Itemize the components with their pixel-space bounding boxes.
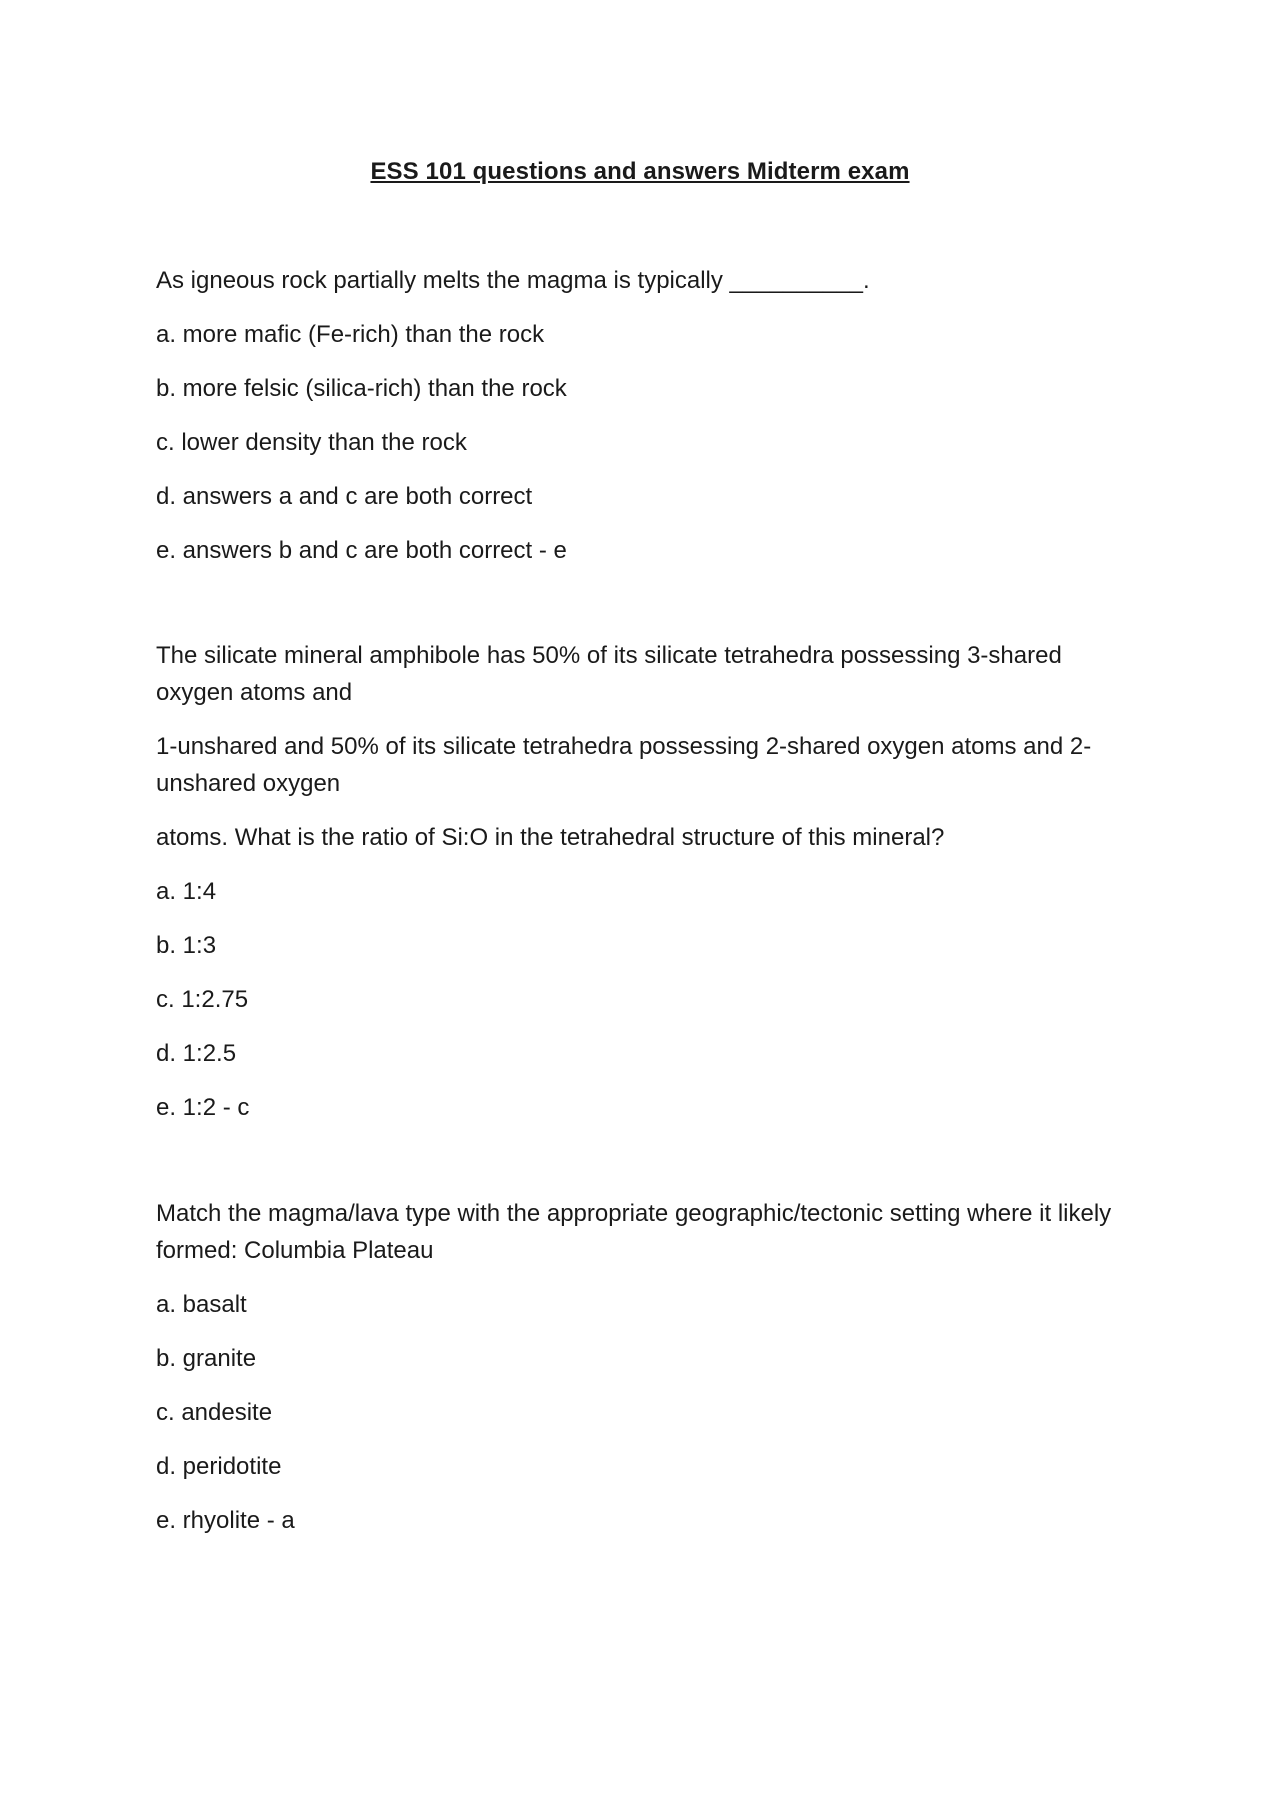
document-title: ESS 101 questions and answers Midterm exam [370, 158, 910, 185]
answer-option: e. 1:2 - c [156, 1094, 250, 1121]
answer-option: b. more felsic (silica-rich) than the rock [156, 375, 567, 402]
answer-option: a. 1:4 [156, 878, 217, 905]
answer-option: c. 1:2.75 [156, 986, 249, 1013]
answer-option: d. peridotite [156, 1453, 282, 1480]
question-1 [156, 262, 1136, 569]
question-text: atoms. What is the ratio of Si:O in the tetrahedral structure of this mineral? [156, 824, 945, 851]
question-text: Match the magma/lava type with the appropriate geographic/tectonic setting where it likely formed: Columbia Plateau [156, 1200, 1112, 1264]
question-text: The silicate mineral amphibole has 50% of its silicate tetrahedra possessing 3-shared oxygen atoms and [156, 642, 1062, 706]
answer-option: e. answers b and c are both correct - e [156, 537, 567, 564]
answer-option: d. answers a and c are both correct [156, 483, 533, 510]
question-2 [156, 637, 1136, 1126]
answer-option: b. 1:3 [156, 932, 217, 959]
question-text: As igneous rock partially melts the magma is typically __________. [156, 267, 870, 294]
answer-option: c. andesite [156, 1399, 273, 1426]
answer-option: b. granite [156, 1345, 257, 1372]
question-text: 1-unshared and 50% of its silicate tetrahedra possessing 2-shared oxygen atoms and 2-unshared oxygen [156, 733, 1092, 797]
answer-option: e. rhyolite - a [156, 1507, 295, 1534]
answer-option: a. more mafic (Fe-rich) than the rock [156, 321, 545, 348]
answer-option: c. lower density than the rock [156, 429, 467, 456]
answer-option: a. basalt [156, 1291, 247, 1318]
question-3 [156, 1195, 1136, 1539]
answer-option: d. 1:2.5 [156, 1040, 237, 1067]
